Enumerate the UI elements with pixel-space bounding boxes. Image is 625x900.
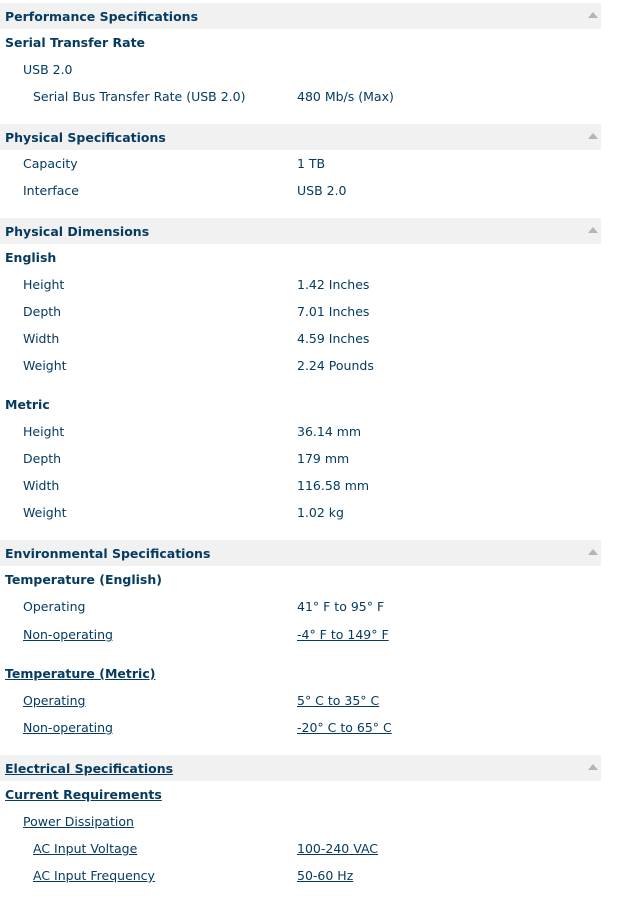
operating-link[interactable]: Operating [23,693,86,708]
spec-label: Width [23,331,60,346]
caret-up-icon[interactable] [588,227,598,233]
spec-value: USB 2.0 [297,183,347,198]
section-header-performance[interactable] [0,3,601,29]
section-header-dimensions[interactable] [0,218,601,244]
spec-value: 1.42 Inches [297,277,370,292]
ac-input-frequency-value-link[interactable]: 50-60 Hz [297,868,354,883]
caret-up-icon[interactable] [588,549,598,555]
group-serial-transfer-rate: Serial Transfer Rate [5,35,146,50]
temperature-metric-link[interactable]: Temperature (Metric) [5,666,156,681]
spec-label: Capacity [23,156,78,171]
spec-label: Width [23,478,60,493]
operating-value-link[interactable]: 5° C to 35° C [297,693,380,708]
section-title: Physical Specifications [5,130,166,145]
spec-label: Weight [23,505,67,520]
spec-value: 4.59 Inches [297,331,370,346]
current-requirements-link[interactable]: Current Requirements [5,787,162,802]
spec-label: Depth [23,304,62,319]
section-header-electrical[interactable] [0,755,601,781]
ac-input-voltage-link[interactable]: AC Input Voltage [33,841,138,856]
spec-label: Interface [23,183,79,198]
spec-value: 2.24 Pounds [297,358,374,373]
spec-label: Operating [23,599,86,614]
caret-up-icon[interactable] [588,133,598,139]
spec-value: 7.01 Inches [297,304,370,319]
spec-value: 116.58 mm [297,478,370,493]
non-operating-value-link[interactable]: -20° C to 65° C [297,720,392,735]
section-title: Environmental Specifications [5,546,211,561]
spec-value: 41° F to 95° F [297,599,385,614]
group-metric: Metric [5,397,50,412]
section-header-environmental[interactable] [0,540,601,566]
spec-value: 1.02 kg [297,505,344,520]
non-operating-link[interactable]: Non-operating [23,627,113,642]
spec-value: 1 TB [297,156,326,171]
spec-value: 179 mm [297,451,350,466]
non-operating-value-link[interactable]: -4° F to 149° F [297,627,389,642]
section-title: Physical Dimensions [5,224,150,239]
section-title: Performance Specifications [5,9,199,24]
power-dissipation-link[interactable]: Power Dissipation [23,814,134,829]
spec-label: Height [23,424,65,439]
caret-up-icon[interactable] [588,764,598,770]
spec-label: Weight [23,358,67,373]
subgroup-usb-2: USB 2.0 [23,62,73,77]
spec-label: Serial Bus Transfer Rate (USB 2.0) [33,89,246,104]
spec-label: Height [23,277,65,292]
section-header-physical[interactable] [0,124,601,150]
spec-value: 480 Mb/s (Max) [297,89,394,104]
section-title-link[interactable]: Electrical Specifications [5,761,174,776]
caret-up-icon[interactable] [588,12,598,18]
spec-label: Depth [23,451,62,466]
group-temperature-english: Temperature (English) [5,572,162,587]
non-operating-link[interactable]: Non-operating [23,720,113,735]
spec-value: 36.14 mm [297,424,362,439]
ac-input-frequency-link[interactable]: AC Input Frequency [33,868,155,883]
group-english: English [5,250,57,265]
ac-input-voltage-value-link[interactable]: 100-240 VAC [297,841,379,856]
